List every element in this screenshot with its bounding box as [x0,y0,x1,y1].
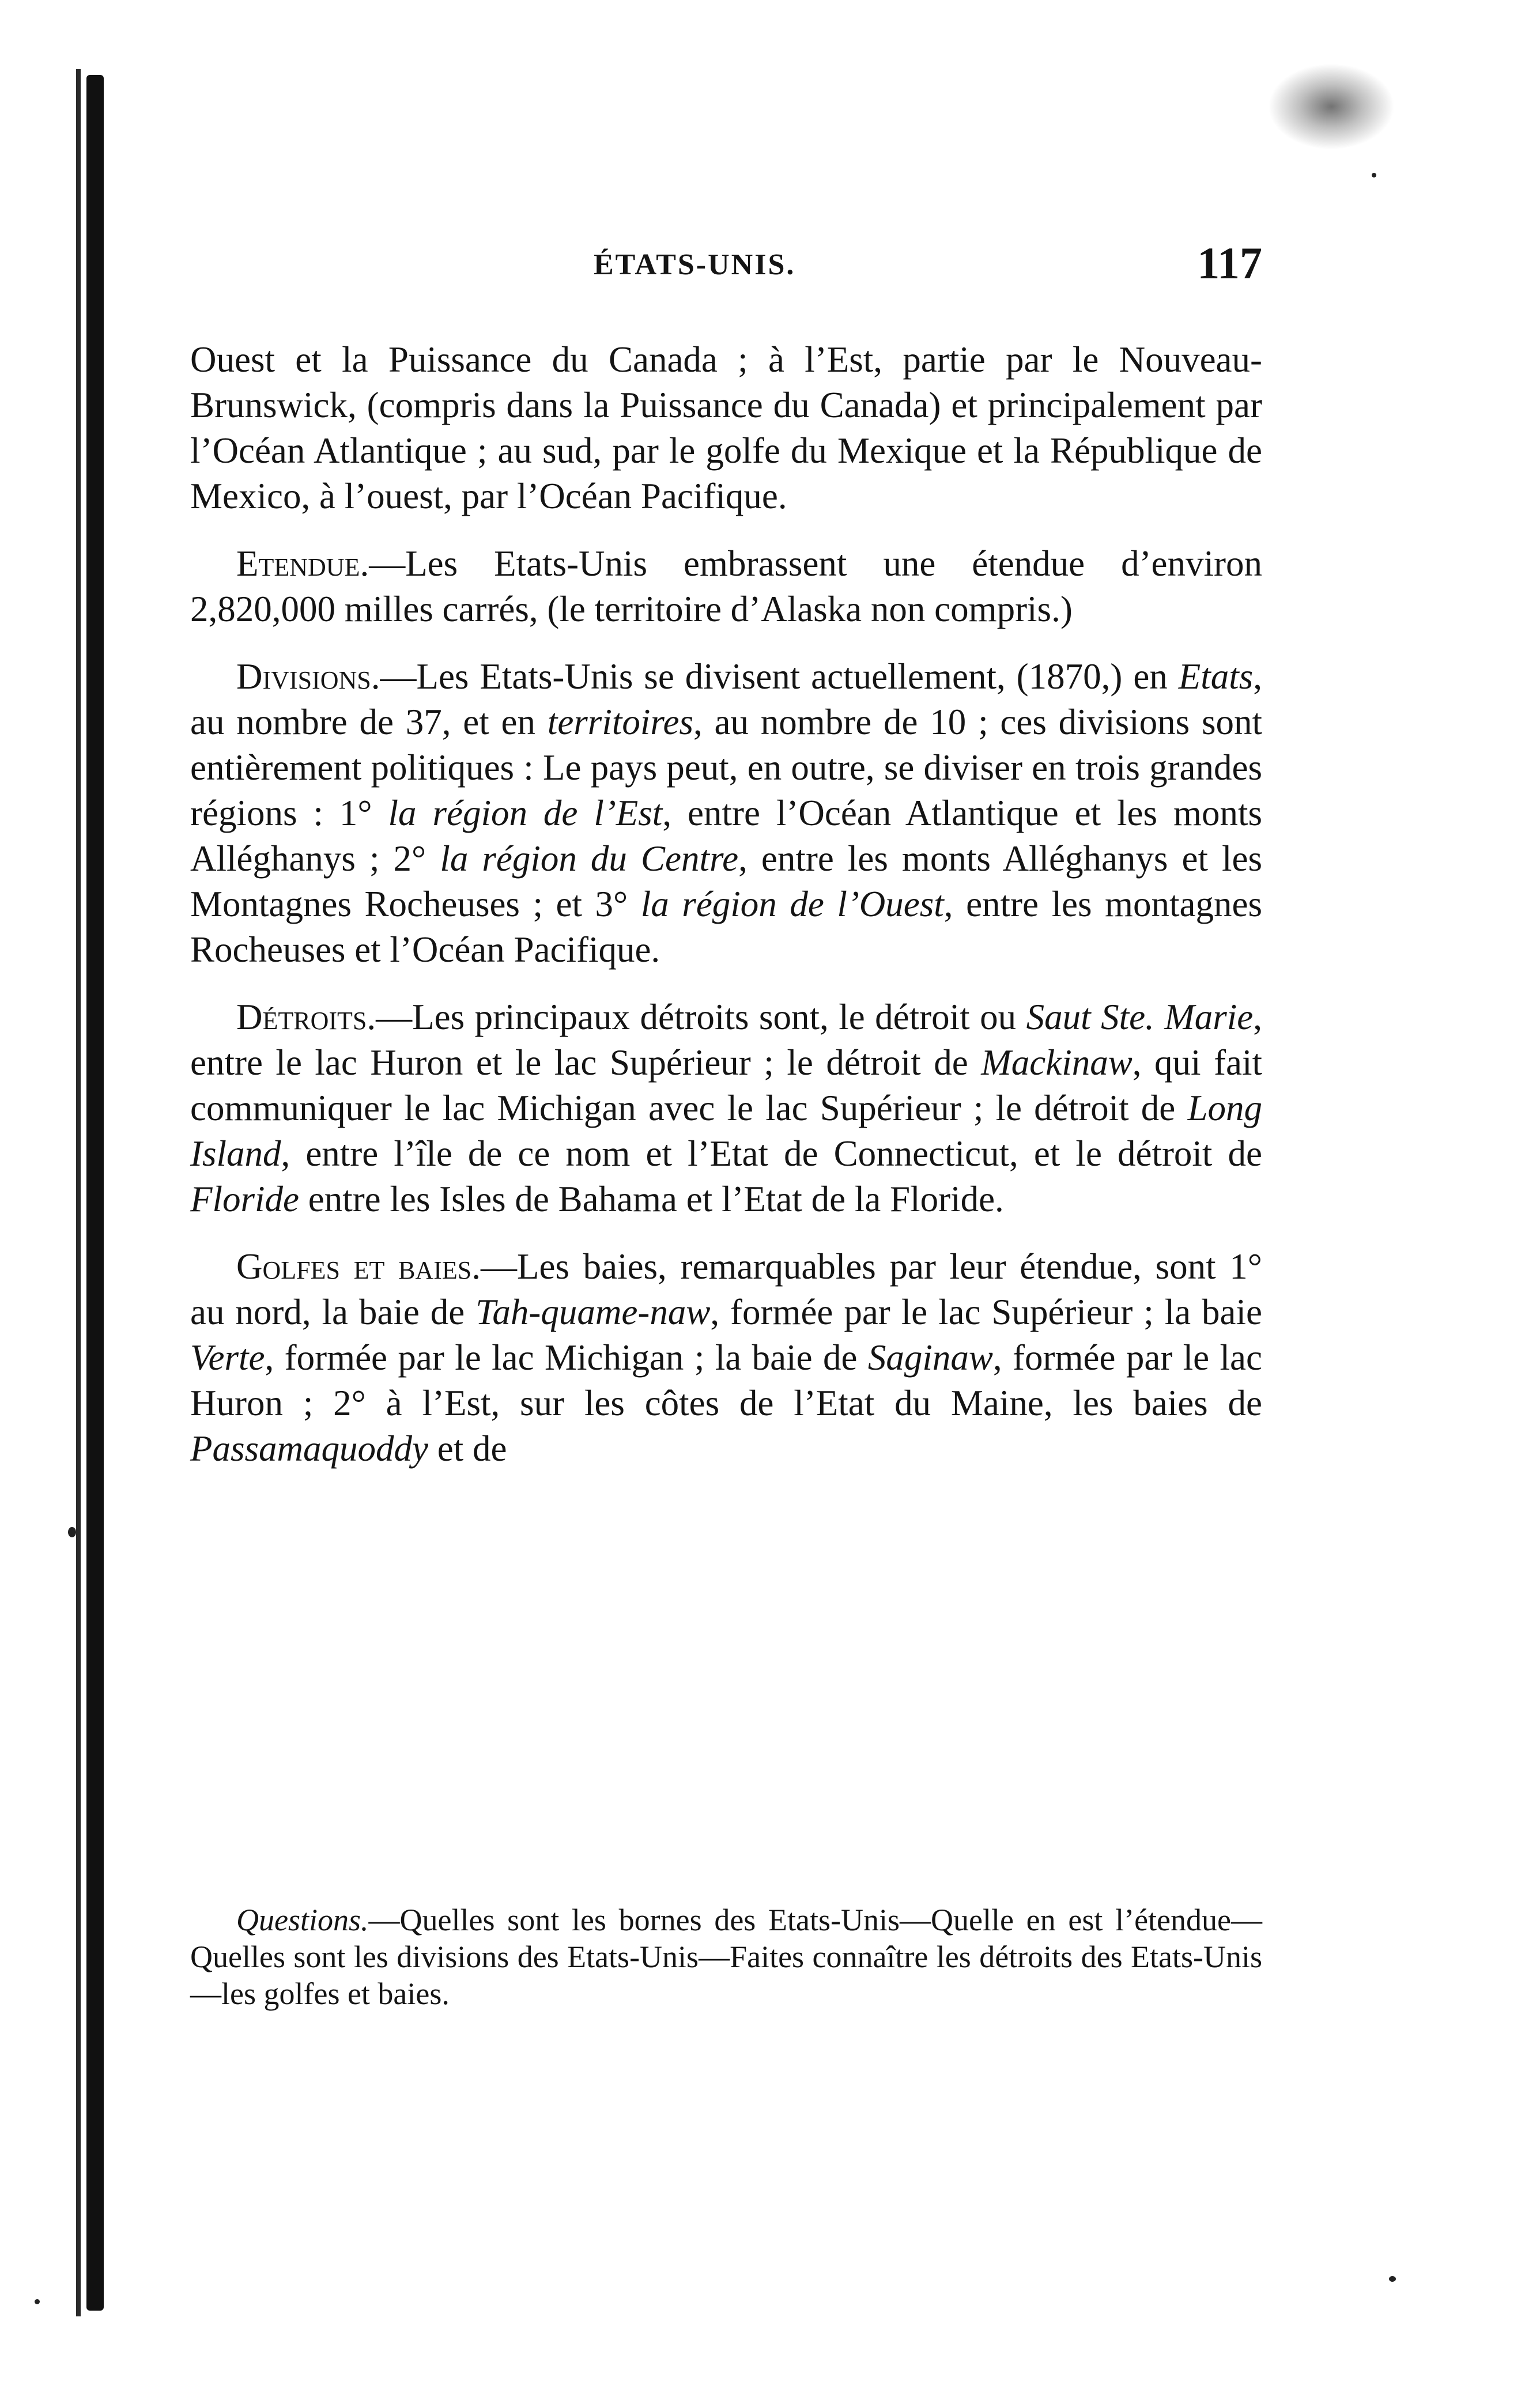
italic-text: la région de l’Est [388,793,663,833]
text-run: , entre les montagnes Rocheuses et l’Océan Pacifique. [190,884,1262,970]
ink-speck [35,2299,40,2304]
italic-text: Saut Ste. Marie [1026,997,1254,1037]
text-run: entre les Isles de Bahama et l’Etat de la Floride. [299,1179,1004,1219]
italic-text: la région du Centre [440,838,739,879]
paragraph [190,654,1262,973]
ink-speck [68,1527,76,1537]
italic-text: Saginaw [867,1337,993,1378]
italic-text: Mackinaw [981,1042,1133,1083]
text-run: —Les baies, remarquables par leur étendue, sont 1° au nord, la baie de [190,1246,1262,1332]
binding-edge [86,75,104,2311]
body-text [190,337,1262,1494]
text-run: , entre les monts Alléghanys et les Montagnes Rocheuses ; et 3° [190,838,1262,924]
text-run: , entre le lac Huron et le lac Supérieur ; le détroit de [190,997,1263,1083]
running-title: ÉTATS-UNIS. [594,248,796,281]
paragraph [190,1244,1262,1472]
text-run: , formée par le lac Michigan ; la baie de [265,1337,868,1378]
questions-text: —Quelles sont les bornes des Etats-Unis—Quelle en est l’étendue—Quelles sont les divisions des Etats-Unis—Faites connaître les détroits des Etats-Unis—les golfes et baies. [190,1903,1262,2011]
paragraph [190,995,1262,1222]
text-run: Ouest et la Puissance du Canada ; à l’Est, partie par le Nouveau-Brunswick, (compris dans la Puissance du Canada) et principalement par l’Océan Atlantique ; au sud, par le golfe du Mexique et la République de Mexico, à l’ouest, par l’Océan Pacifique. [190,339,1262,516]
page-number: 117 [1197,238,1262,288]
italic-text: Verte [190,1337,265,1378]
paragraph-heading: Détroits. [236,997,376,1037]
italic-text: la région de l’Ouest [640,884,944,924]
paragraph [190,337,1262,519]
text-run: —Les principaux détroits sont, le détroit ou [376,997,1026,1037]
italic-text: territoires [547,702,693,742]
paragraph-heading: Etendue. [236,543,369,584]
paragraph-heading: Golfes et baies. [236,1246,481,1287]
text-run: , entre l’île de ce nom et l’Etat de Connecticut, et le détroit de [281,1133,1262,1174]
paragraph-heading: Divisions. [236,656,380,697]
text-run: —Les Etats-Unis embrassent une étendue d’environ 2,820,000 milles carrés, (le territoire d’Alaska non compris.) [190,543,1262,629]
text-run: , qui fait communiquer le lac Michigan avec le lac Supérieur ; le détroit de [190,1042,1262,1128]
italic-text: Etats [1178,656,1254,697]
text-run: , formée par le lac Huron ; 2° à l’Est, sur les côtes de l’Etat du Maine, les baies de [190,1337,1262,1423]
italic-text: Passamaquoddy [190,1428,428,1469]
ink-speck [1372,173,1376,177]
text-run: —Les Etats-Unis se divisent actuellement, (1870,) en [380,656,1179,697]
binding-shadow [76,69,81,2316]
text-run: , entre l’Océan Atlantique et les monts Alléghanys ; 2° [190,793,1262,879]
corner-smudge [1268,63,1395,150]
running-head [190,238,1262,294]
ink-speck [1389,2276,1396,2282]
paragraph [190,541,1262,632]
text-run: , formée par le lac Supérieur ; la baie [710,1292,1262,1332]
questions-footnote [190,1902,1262,2012]
questions-label: Questions. [236,1903,369,1937]
text-run: et de [428,1428,507,1469]
italic-text: Floride [190,1179,299,1219]
text-run: , au nombre de 10 ; ces divisions sont entièrement politiques : Le pays peut, en outre, se diviser en trois grandes régions : 1° [190,702,1262,833]
italic-text: Long Island [190,1088,1262,1174]
italic-text: Tah-quame-naw [475,1292,711,1332]
text-run: , au nombre de 37, et en [190,656,1262,742]
